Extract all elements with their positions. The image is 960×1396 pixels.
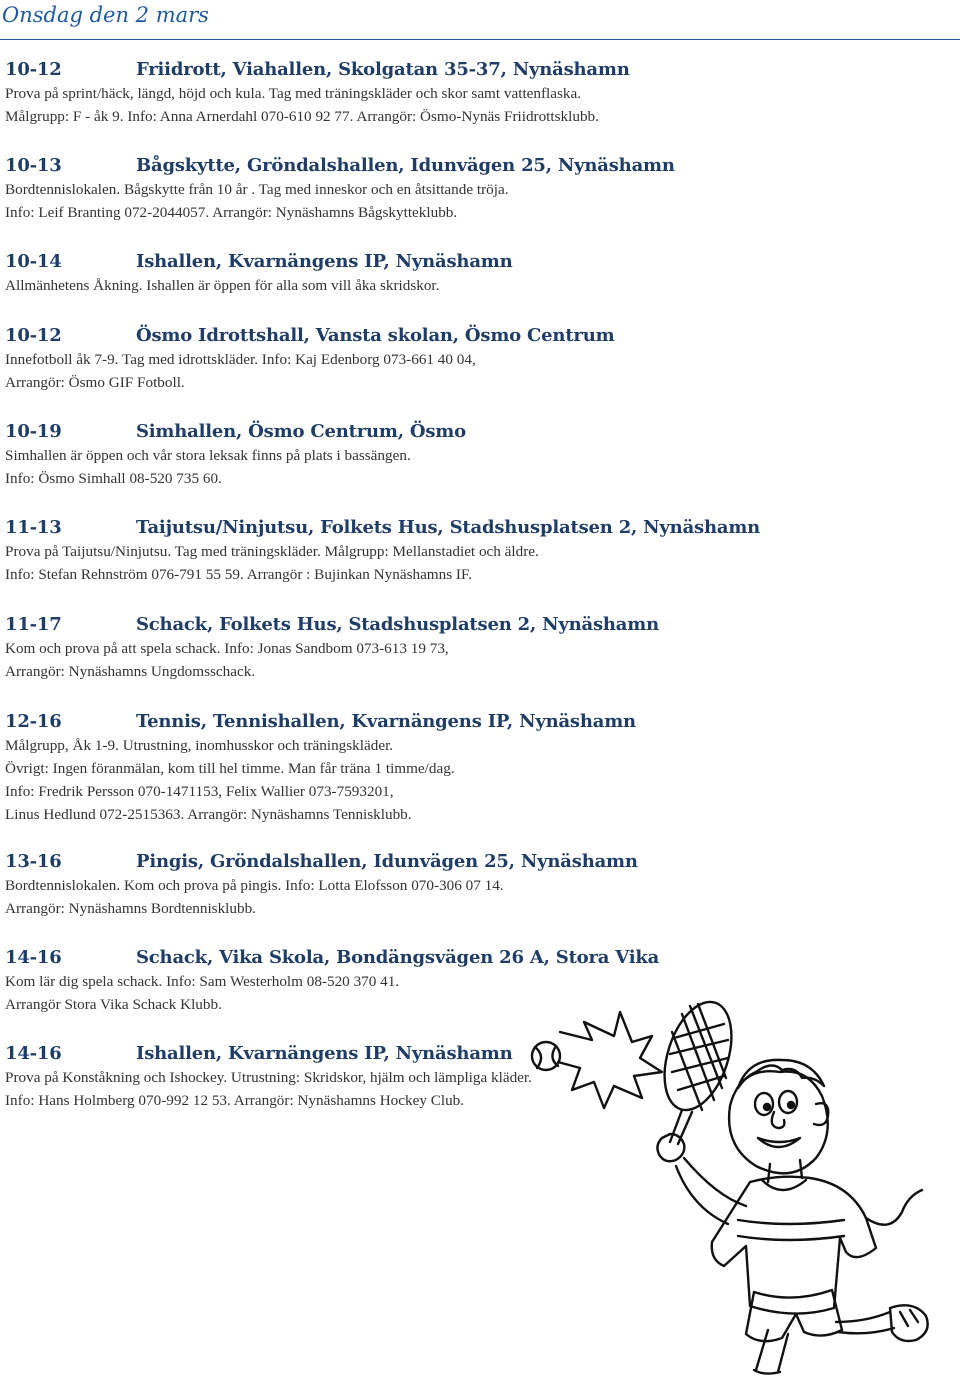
tennis-player-cartoon-icon bbox=[502, 992, 952, 1392]
event-time: 10-14 bbox=[5, 251, 62, 272]
event-heading bbox=[5, 420, 725, 444]
event-block bbox=[5, 613, 725, 683]
event-heading bbox=[5, 154, 725, 178]
event-detail-line: Allmänhetens Åkning. Ishallen är öppen för alla som vill åka skridskor. bbox=[5, 277, 440, 294]
event-title: Bågskytte, Gröndalshallen, Idunvägen 25, Nynäshamn bbox=[136, 155, 675, 176]
event-detail-line: Arrangör Stora Vika Schack Klubb. bbox=[5, 996, 222, 1013]
event-heading bbox=[5, 516, 761, 540]
event-detail-line: Bordtennislokalen. Kom och prova på pingis. Info: Lotta Elofsson 070-306 07 14. bbox=[5, 877, 504, 894]
event-detail-line: Simhallen är öppen och vår stora leksak finns på plats i bassängen. bbox=[5, 447, 411, 464]
event-detail-line: Info: Fredrik Persson 070-1471153, Felix Wallier 073-7593201, bbox=[5, 783, 394, 800]
event-heading bbox=[5, 850, 725, 874]
event-detail-line: Prova på Taijutsu/Ninjutsu. Tag med träningskläder. Målgrupp: Mellanstadiet och äldre. bbox=[5, 543, 539, 560]
event-title: Schack, Vika Skola, Bondängsvägen 26 A, Stora Vika bbox=[136, 947, 660, 968]
event-heading bbox=[5, 613, 725, 637]
event-time: 10-19 bbox=[5, 421, 62, 442]
event-block bbox=[5, 250, 725, 297]
event-time: 10-12 bbox=[5, 59, 62, 80]
event-detail-line: Målgrupp: F - åk 9. Info: Anna Arnerdahl 070-610 92 77. Arrangör: Ösmo-Nynäs Friidrottsklubb. bbox=[5, 108, 599, 125]
event-heading bbox=[5, 324, 725, 348]
event-block bbox=[5, 710, 725, 826]
event-detail-line: Prova på Konståkning och Ishockey. Utrustning: Skridskor, hjälm och lämpliga kläder. bbox=[5, 1069, 532, 1086]
event-time: 14-16 bbox=[5, 1043, 62, 1064]
event-detail-line: Info: Ösmo Simhall 08-520 735 60. bbox=[5, 470, 222, 487]
event-title: Tennis, Tennishallen, Kvarnängens IP, Nynäshamn bbox=[136, 711, 636, 732]
event-title: Simhallen, Ösmo Centrum, Ösmo bbox=[136, 421, 466, 442]
event-heading bbox=[5, 710, 725, 734]
event-title: Ishallen, Kvarnängens IP, Nynäshamn bbox=[136, 251, 513, 272]
event-detail-line: Arrangör: Nynäshamns Ungdomsschack. bbox=[5, 663, 256, 680]
event-heading bbox=[5, 250, 725, 274]
event-title: Ishallen, Kvarnängens IP, Nynäshamn bbox=[136, 1043, 513, 1064]
event-detail-line: Arrangör: Ösmo GIF Fotboll. bbox=[5, 374, 185, 391]
event-title: Schack, Folkets Hus, Stadshusplatsen 2, Nynäshamn bbox=[136, 614, 659, 635]
event-block bbox=[5, 850, 725, 920]
event-block bbox=[5, 516, 761, 586]
event-detail-line: Arrangör: Nynäshamns Bordtennisklubb. bbox=[5, 900, 256, 917]
event-detail-line: Övrigt: Ingen föranmälan, kom till hel timme. Man får träna 1 timme/dag. bbox=[5, 760, 455, 777]
event-time: 11-17 bbox=[5, 614, 62, 635]
event-detail-line: Linus Hedlund 072-2515363. Arrangör: Nynäshamns Tennisklubb. bbox=[5, 806, 412, 823]
event-title: Pingis, Gröndalshallen, Idunvägen 25, Nynäshamn bbox=[136, 851, 638, 872]
event-time: 11-13 bbox=[5, 517, 62, 538]
event-block bbox=[5, 420, 725, 490]
event-detail-line: Målgrupp, Åk 1-9. Utrustning, inomhusskor och träningskläder. bbox=[5, 737, 394, 754]
event-heading bbox=[5, 58, 725, 82]
event-title: Friidrott, Viahallen, Skolgatan 35-37, Nynäshamn bbox=[136, 59, 630, 80]
event-time: 14-16 bbox=[5, 947, 62, 968]
event-detail-line: Kom och prova på att spela schack. Info: Jonas Sandbom 073-613 19 73, bbox=[5, 640, 449, 657]
event-detail-line: Info: Stefan Rehnström 076-791 55 59. Arrangör : Bujinkan Nynäshamns IF. bbox=[5, 566, 473, 583]
event-time: 10-12 bbox=[5, 325, 62, 346]
event-title: Taijutsu/Ninjutsu, Folkets Hus, Stadshusplatsen 2, Nynäshamn bbox=[136, 517, 761, 538]
event-detail-line: Innefotboll åk 7-9. Tag med idrottskläder. Info: Kaj Edenborg 073-661 40 04, bbox=[5, 351, 476, 368]
title-divider bbox=[0, 39, 960, 40]
event-block bbox=[5, 154, 725, 224]
event-time: 10-13 bbox=[5, 155, 62, 176]
event-detail-line: Prova på sprint/häck, längd, höjd och kula. Tag med träningskläder och skor samt vattenflaska. bbox=[5, 85, 582, 102]
event-detail-line: Kom lär dig spela schack. Info: Sam Westerholm 08-520 370 41. bbox=[5, 973, 400, 990]
event-detail-line: Info: Leif Branting 072-2044057. Arrangör: Nynäshamns Bågskytteklubb. bbox=[5, 204, 458, 221]
page-title: Onsdag den 2 mars bbox=[2, 3, 209, 27]
event-title: Ösmo Idrottshall, Vansta skolan, Ösmo Centrum bbox=[136, 325, 615, 346]
event-time: 12-16 bbox=[5, 711, 62, 732]
event-detail-line: Bordtennislokalen. Bågskytte från 10 år . Tag med inneskor och en åtsittande tröja. bbox=[5, 181, 509, 198]
event-detail-line: Info: Hans Holmberg 070-992 12 53. Arrangör: Nynäshamns Hockey Club. bbox=[5, 1092, 465, 1109]
event-block bbox=[5, 58, 725, 128]
event-time: 13-16 bbox=[5, 851, 62, 872]
event-heading bbox=[5, 946, 725, 970]
event-block bbox=[5, 324, 725, 394]
